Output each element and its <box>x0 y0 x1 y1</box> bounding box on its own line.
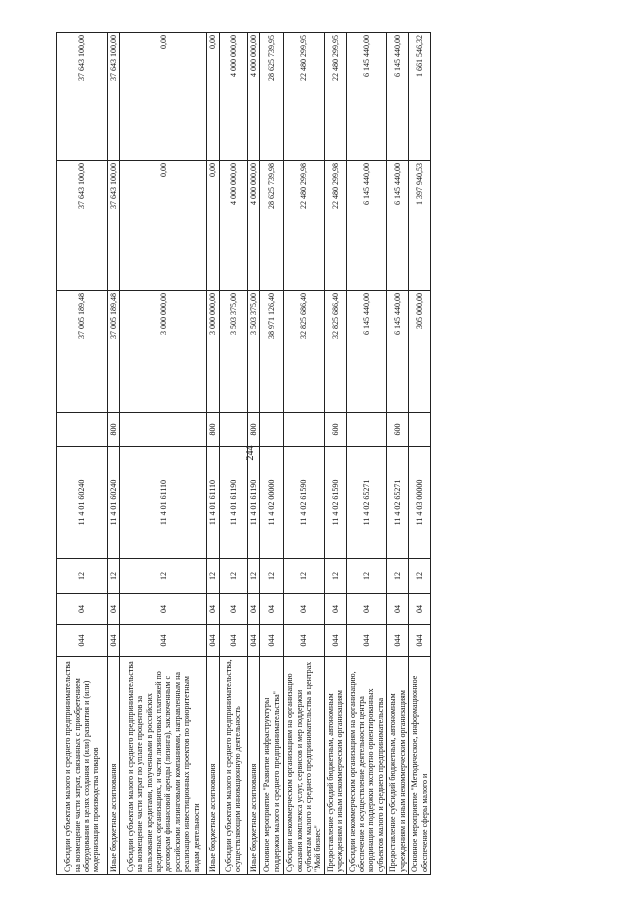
expense-type-cell: 800 <box>247 413 259 447</box>
budget-table <box>56 32 431 875</box>
amount-year3-cell: 37 643 100,00 <box>57 33 108 161</box>
section-code-cell: 04 <box>346 594 387 625</box>
admin-code-cell: 044 <box>247 625 259 657</box>
subsection-code-cell: 12 <box>219 559 247 594</box>
amount-year3-cell: 0,00 <box>120 33 207 161</box>
section-code-cell: 04 <box>108 594 120 625</box>
admin-code-cell: 044 <box>219 625 247 657</box>
amount-year1-cell: 32 825 686,40 <box>284 291 325 413</box>
row-name-cell: Основное мероприятие "Методическое, информационное обеспечение сферы малого и <box>409 657 431 875</box>
section-code-cell: 04 <box>120 594 207 625</box>
table-row <box>387 33 409 875</box>
amount-year1-cell: 3 503 375,00 <box>247 291 259 413</box>
subsection-code-cell: 12 <box>247 559 259 594</box>
section-code-cell: 04 <box>409 594 431 625</box>
amount-year1-cell: 37 005 189,48 <box>108 291 120 413</box>
amount-year1-cell: 32 825 686,40 <box>324 291 346 413</box>
subsection-code-cell: 12 <box>108 559 120 594</box>
row-name-cell: Иные бюджетные ассигнования <box>207 657 219 875</box>
admin-code-cell: 044 <box>108 625 120 657</box>
section-code-cell: 04 <box>219 594 247 625</box>
amount-year3-cell: 4 000 000,00 <box>219 33 247 161</box>
target-article-cell: 11 4 03 00000 <box>409 447 431 559</box>
expense-type-cell <box>260 413 284 447</box>
amount-year3-cell: 0,00 <box>207 33 219 161</box>
amount-year1-cell: 37 005 189,48 <box>57 291 108 413</box>
admin-code-cell: 044 <box>409 625 431 657</box>
section-code-cell: 04 <box>207 594 219 625</box>
section-code-cell: 04 <box>324 594 346 625</box>
admin-code-cell: 044 <box>387 625 409 657</box>
budget-table-rotator <box>56 33 429 875</box>
row-name-cell: Субсидии некоммерческим организациям на организацию оказания комплекса услуг, сервисов и мер поддержки субъектам малого и среднего предпринимательства в центрах "Мой бизнес" <box>284 657 325 875</box>
subsection-code-cell: 12 <box>120 559 207 594</box>
amount-year1-cell: 3 000 000,00 <box>120 291 207 413</box>
row-name-cell: Субсидии некоммерческим организациям на организацию, обеспечение и осуществление деятельности центра координации поддержки экспортно ориентированных субъектов малого и среднего предпринимательства <box>346 657 387 875</box>
target-article-cell: 11 4 02 00000 <box>260 447 284 559</box>
section-code-cell: 04 <box>57 594 108 625</box>
admin-code-cell: 044 <box>207 625 219 657</box>
target-article-cell: 11 4 02 65271 <box>346 447 387 559</box>
row-name-cell: Субсидии субъектам малого и среднего предпринимательства, осуществляющим инновационную деятельность <box>219 657 247 875</box>
expense-type-cell <box>57 413 108 447</box>
amount-year1-cell: 3 503 375,00 <box>219 291 247 413</box>
section-code-cell: 04 <box>387 594 409 625</box>
admin-code-cell: 044 <box>346 625 387 657</box>
row-name-cell: Субсидии субъектам малого и среднего предпринимательства на возмещение части затрат, связанных с приобретением оборудования в целях создания и (или) развития и (или) модернизации производства товаров <box>57 657 108 875</box>
subsection-code-cell: 12 <box>409 559 431 594</box>
target-article-cell: 11 4 01 61110 <box>207 447 219 559</box>
subsection-code-cell: 12 <box>346 559 387 594</box>
amount-year2-cell: 6 145 440,00 <box>387 161 409 291</box>
amount-year3-cell: 22 480 299,95 <box>284 33 325 161</box>
expense-type-cell: 800 <box>207 413 219 447</box>
admin-code-cell: 044 <box>284 625 325 657</box>
amount-year3-cell: 6 145 440,00 <box>387 33 409 161</box>
section-code-cell: 04 <box>247 594 259 625</box>
row-name-cell: Предоставление субсидий бюджетным, автономным учреждениям и иным некоммерческим организациям <box>387 657 409 875</box>
amount-year2-cell: 37 643 100,00 <box>57 161 108 291</box>
subsection-code-cell: 12 <box>324 559 346 594</box>
target-article-cell: 11 4 01 61190 <box>247 447 259 559</box>
expense-type-cell: 600 <box>324 413 346 447</box>
amount-year2-cell: 4 000 000,00 <box>247 161 259 291</box>
table-row <box>284 33 325 875</box>
row-name-cell: Предоставление субсидий бюджетным, автономным учреждениям и иным некоммерческим организациям <box>324 657 346 875</box>
expense-type-cell <box>346 413 387 447</box>
row-name-cell: Иные бюджетные ассигнования <box>108 657 120 875</box>
expense-type-cell: 800 <box>108 413 120 447</box>
target-article-cell: 11 4 02 61590 <box>324 447 346 559</box>
subsection-code-cell: 12 <box>207 559 219 594</box>
subsection-code-cell: 12 <box>284 559 325 594</box>
table-row <box>219 33 247 875</box>
target-article-cell: 11 4 01 61110 <box>120 447 207 559</box>
amount-year3-cell: 1 661 546,32 <box>409 33 431 161</box>
target-article-cell: 11 4 01 61190 <box>219 447 247 559</box>
admin-code-cell: 044 <box>324 625 346 657</box>
table-row <box>120 33 207 875</box>
target-article-cell: 11 4 01 60240 <box>108 447 120 559</box>
page-number: 244 <box>245 445 256 461</box>
amount-year3-cell: 6 145 440,00 <box>346 33 387 161</box>
amount-year2-cell: 0,00 <box>207 161 219 291</box>
table-row <box>207 33 219 875</box>
amount-year1-cell: 6 145 440,00 <box>387 291 409 413</box>
admin-code-cell: 044 <box>260 625 284 657</box>
amount-year2-cell: 22 480 299,98 <box>284 161 325 291</box>
section-code-cell: 04 <box>260 594 284 625</box>
amount-year1-cell: 6 145 440,00 <box>346 291 387 413</box>
budget-table-body <box>57 33 431 875</box>
table-row <box>108 33 120 875</box>
table-row <box>324 33 346 875</box>
amount-year2-cell: 0,00 <box>120 161 207 291</box>
subsection-code-cell: 12 <box>387 559 409 594</box>
target-article-cell: 11 4 01 60240 <box>57 447 108 559</box>
subsection-code-cell: 12 <box>57 559 108 594</box>
subsection-code-cell: 12 <box>260 559 284 594</box>
expense-type-cell <box>409 413 431 447</box>
amount-year1-cell: 305 000,00 <box>409 291 431 413</box>
amount-year1-cell: 38 971 126,40 <box>260 291 284 413</box>
amount-year3-cell: 28 625 739,95 <box>260 33 284 161</box>
amount-year2-cell: 6 145 440,00 <box>346 161 387 291</box>
table-row <box>346 33 387 875</box>
row-name-cell: Основное мероприятие "Развитие инфраструктуры поддержки малого и среднего предпринимательства" <box>260 657 284 875</box>
target-article-cell: 11 4 02 61590 <box>284 447 325 559</box>
section-code-cell: 04 <box>284 594 325 625</box>
admin-code-cell: 044 <box>120 625 207 657</box>
amount-year2-cell: 37 643 100,00 <box>108 161 120 291</box>
table-row <box>247 33 259 875</box>
budget-table-frame <box>56 33 429 875</box>
target-article-cell: 11 4 02 65271 <box>387 447 409 559</box>
expense-type-cell <box>120 413 207 447</box>
amount-year2-cell: 1 397 940,53 <box>409 161 431 291</box>
amount-year3-cell: 37 643 100,00 <box>108 33 120 161</box>
table-row <box>57 33 108 875</box>
amount-year2-cell: 28 625 739,98 <box>260 161 284 291</box>
expense-type-cell <box>284 413 325 447</box>
row-name-cell: Иные бюджетные ассигнования <box>247 657 259 875</box>
expense-type-cell <box>219 413 247 447</box>
amount-year2-cell: 4 000 000,00 <box>219 161 247 291</box>
amount-year3-cell: 4 000 000,00 <box>247 33 259 161</box>
amount-year2-cell: 22 480 299,98 <box>324 161 346 291</box>
expense-type-cell: 600 <box>387 413 409 447</box>
row-name-cell: Субсидии субъектам малого и среднего предпринимательства на возмещение части затрат по уплате процентов за пользование кредитами, полученными в российских кредитных организациях, и части лизинговых платежей по договорам финансовой аренды (лизинга), заключенным с российскими лизинговыми компаниями, направленным на реализацию инвестиционных проектов по приоритетным видам деятельности <box>120 657 207 875</box>
amount-year3-cell: 22 480 299,95 <box>324 33 346 161</box>
table-row <box>409 33 431 875</box>
amount-year1-cell: 3 000 000,00 <box>207 291 219 413</box>
table-row <box>260 33 284 875</box>
admin-code-cell: 044 <box>57 625 108 657</box>
